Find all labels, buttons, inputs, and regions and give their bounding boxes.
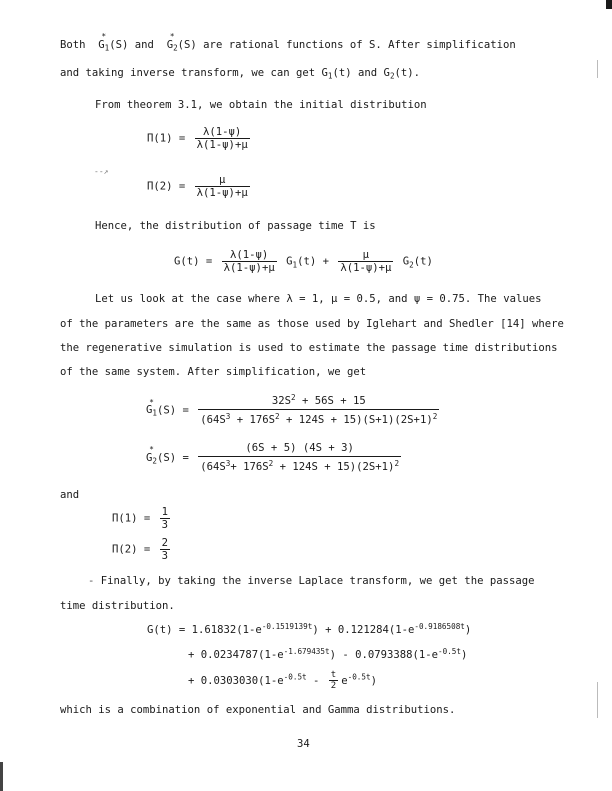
text: + 0.0303030(1-e [188,674,284,687]
denominator [198,410,439,426]
text: ) + 0.121284(1-e [312,624,415,637]
fraction [160,537,170,562]
scan-edge-mark [597,60,598,78]
scan-edge-mark [0,762,3,791]
numerator: 2 [161,537,169,549]
lhs: (S) = [156,451,189,464]
fraction-2 [338,249,393,274]
text: + 124S + 15)(2S+1) [273,461,395,474]
fraction [160,506,170,531]
gt-equation [174,249,433,274]
g2-star-symbol [146,444,157,466]
case-line-3: the regenerative simulation is used to estimate the passage time distributions [60,342,558,354]
exponent: 2 [268,459,274,469]
exponent: 2 [394,459,400,469]
g1-star-symbol [146,397,157,419]
symbol: G [146,404,153,417]
intro-line-2 [60,68,420,80]
text: (S) are rational functions of S. After simplification [177,39,516,51]
text: + 0.0234787(1-e [188,649,284,662]
symbol: G [146,451,153,464]
denominator: λ(1-ψ)+μ [196,187,248,200]
denominator: 3 [161,550,169,563]
pi1-equation [147,126,253,151]
star: * [149,397,154,407]
text: + 176S [230,414,276,427]
scan-edge-mark [597,682,598,718]
text: Both [60,39,86,51]
text: G(t) = 1.61832(1-e [147,624,262,637]
text: + 124S + 15)(S+1)(2S+1) [279,414,433,427]
text: ) [370,674,377,687]
final-equation-line-3 [188,670,377,692]
subscript: 2 [152,456,157,466]
exponent: -0.9186508t [414,622,465,631]
final-equation-line-2 [188,648,467,661]
exponent: -0.5t [347,672,371,682]
exponent: 3 [225,459,231,469]
text: ) [464,624,472,637]
theorem-line: From theorem 3.1, we obtain the initial distribution [95,99,427,111]
case-line-1: Let us look at the case where λ = 1, μ = 0.5, and ψ = 0.75. The values [95,293,542,305]
text: ) - 0.0793388(1-e [329,649,439,662]
fraction [198,394,439,427]
g2-star-symbol [166,32,178,53]
numerator: λ(1-ψ) [222,249,277,262]
page-number: 34 [297,738,310,750]
fraction-1 [222,249,277,274]
intro-line-1 [60,32,516,53]
pi2-equation [147,174,253,199]
text: ) [461,649,468,662]
numerator: t [330,670,337,680]
symbol: G [286,255,293,268]
t-over-2-fraction [329,670,338,692]
lhs: Π(1) = [112,512,151,525]
g2s-equation [146,442,404,474]
fraction [195,126,250,151]
fraction [198,442,401,474]
denominator: λ(1-ψ)+μ [196,139,248,152]
text: (64S [200,461,226,474]
text: (t). [394,67,421,79]
text: (t) and [332,67,378,79]
denominator [198,457,401,473]
pi1-value [112,506,173,531]
symbol: G [383,67,390,79]
text: + 56S + 15 [295,395,366,408]
numerator: μ [338,249,393,262]
denominator: λ(1-ψ)+μ [340,262,392,275]
exponent: -0.5t [438,647,461,656]
symbol: G [98,39,105,51]
exponent: -0.5t [283,672,307,682]
subscript: 2 [173,43,178,53]
scan-speck: --↗ [94,167,109,176]
subscript: 2 [409,260,414,270]
case-line-4: of the same system. After simplification, we get [60,366,367,378]
text: e [341,674,348,687]
finally-line-1 [88,576,534,587]
lhs: Π(1) = [147,132,186,145]
numerator: (6S + 5) (4S + 3) [198,442,401,457]
exponent: 2 [432,412,438,422]
closing-line: which is a combination of exponential and Gamma distributions. [60,704,456,716]
exponent: 2 [290,393,296,402]
lhs: Π(2) = [112,543,151,556]
hence-line: Hence, the distribution of passage time T is [95,220,376,232]
text: (S) and [109,39,154,51]
numerator: 1 [161,506,169,518]
scan-edge-mark [606,0,612,9]
text: (64S [200,414,226,427]
subscript: 1 [292,260,298,270]
text: and taking inverse transform, we can get [60,67,316,79]
subscript: 1 [104,43,110,53]
exponent: 3 [225,412,231,422]
denominator: 2 [330,681,337,692]
finally-line-2: time distribution. [60,600,175,612]
text: 32S [271,395,291,408]
text: (t) [413,255,433,268]
final-equation-line-1 [147,623,471,636]
lhs: Π(2) = [147,180,186,193]
subscript: 1 [327,71,333,81]
symbol: G [321,67,328,79]
symbol: G [402,255,410,268]
case-line-2: of the parameters are the same as those used by Iglehart and Shedler [14] where [60,318,564,330]
numerator [198,394,439,410]
fraction [195,174,250,199]
g1-star-symbol [98,32,110,53]
numerator: μ [195,174,250,187]
denominator: λ(1-ψ)+μ [223,262,275,275]
exponent: -0.1519139t [261,622,313,631]
exponent: -1.679435t [283,647,330,656]
symbol: G [166,39,174,51]
text: (t) + [297,255,329,268]
g1s-equation [146,394,442,427]
star: * [149,444,154,454]
exponent: 2 [275,412,280,422]
lhs: (S) = [156,404,189,417]
text: Finally, by taking the inverse Laplace transform, we get the passage [100,575,535,587]
lhs: G(t) = [174,255,213,268]
denominator: 3 [161,519,169,532]
pi2-value [112,537,173,562]
star: * [169,32,175,42]
text: - [306,674,320,687]
subscript: 1 [152,409,157,419]
star: * [101,32,107,42]
numerator: λ(1-ψ) [195,126,250,139]
subscript: 2 [389,71,395,81]
and-word: and [60,489,80,501]
speck: - [88,575,101,587]
text: + 176S [230,461,269,474]
